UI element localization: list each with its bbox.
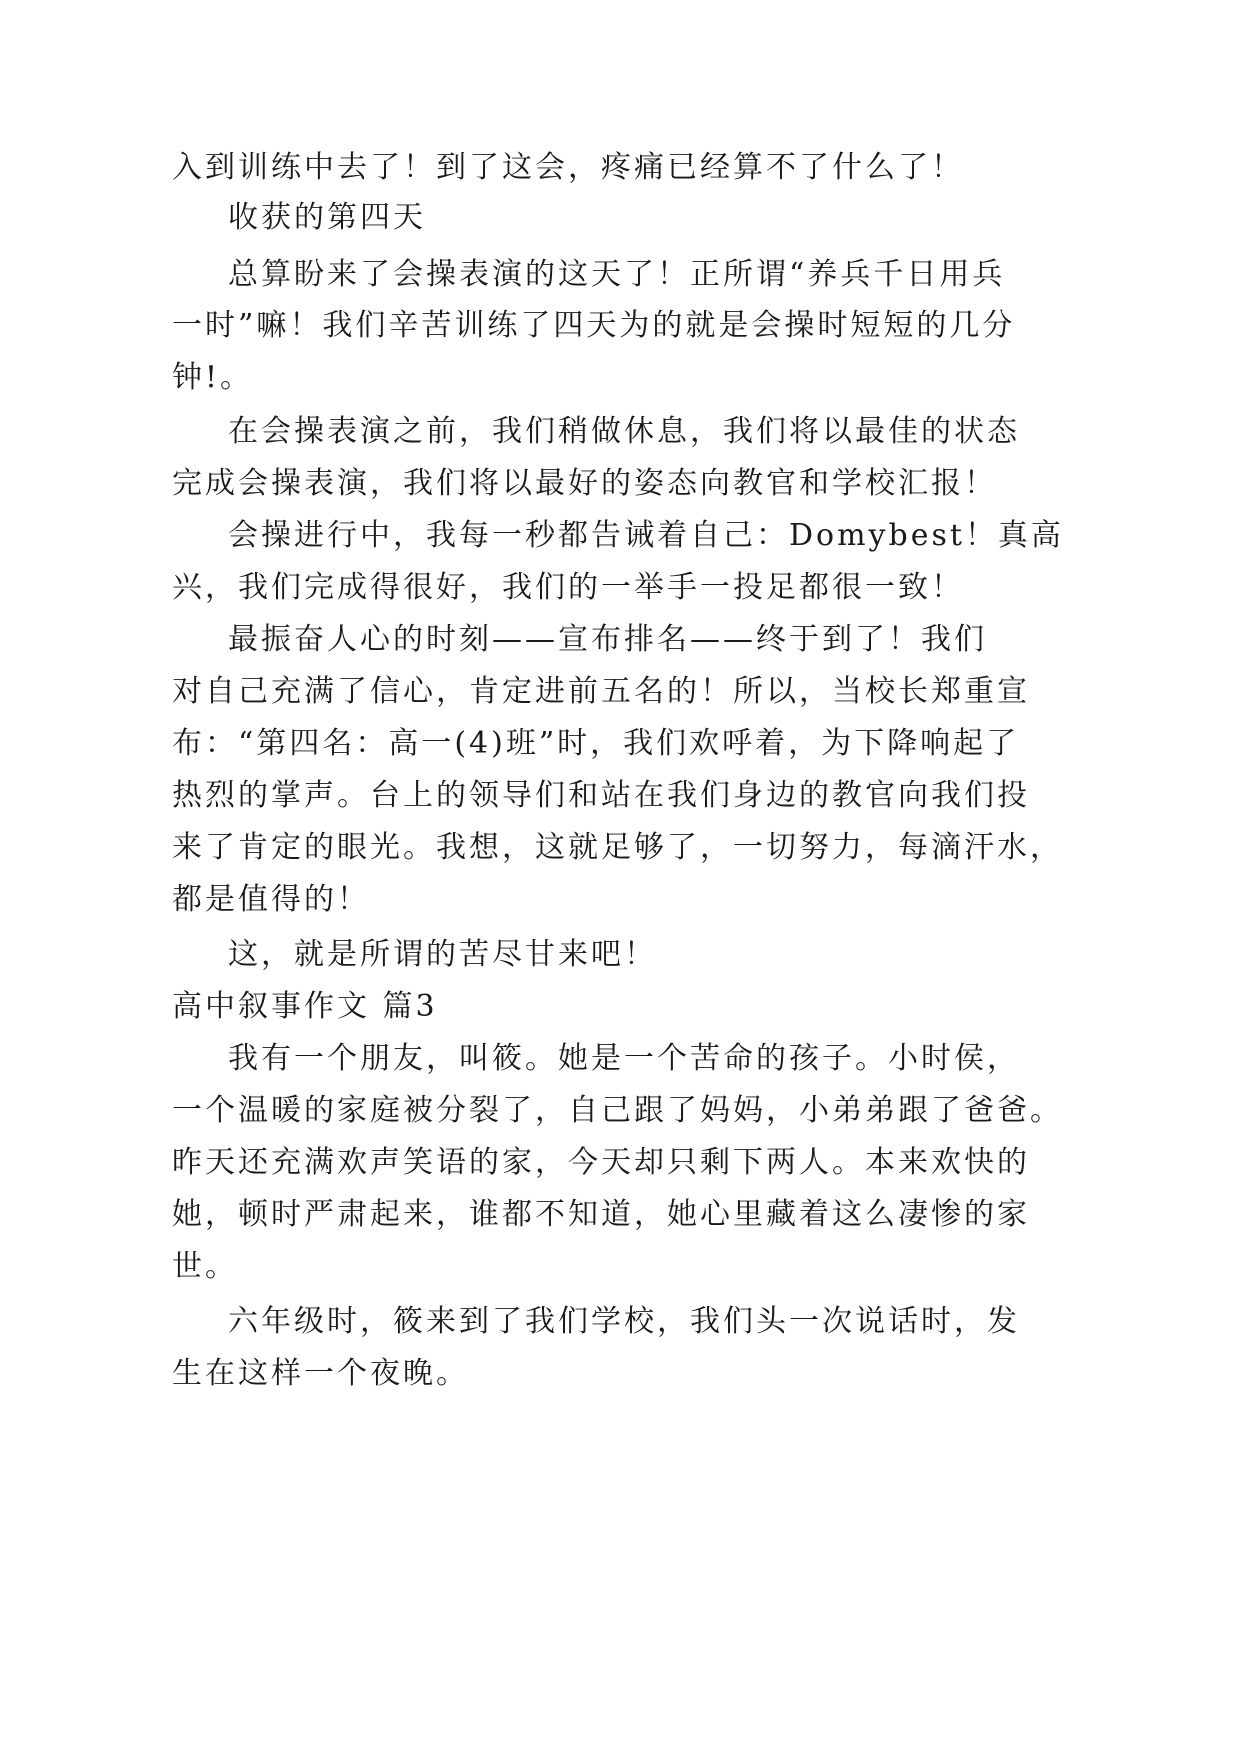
text-line: 她，顿时严肃起来，谁都不知道，她心里藏着这么凄惨的家 [172,1197,1030,1232]
text-line: 这，就是所谓的苦尽甘来吧！ [228,937,657,972]
text-line: 生在这样一个夜晚。 [172,1356,469,1391]
text-line: 都是值得的！ [172,882,370,917]
text-line: 在会操表演之前，我们稍做休息，我们将以最佳的状态 [228,414,1020,449]
text-line: 世。 [172,1249,238,1284]
text-line: 来了肯定的眼光。我想，这就足够了，一切努力，每滴汗水， [172,830,1063,865]
text-line: 对自己充满了信心，肯定进前五名的！所以，当校长郑重宣 [172,674,1030,709]
text-line: 入到训练中去了！到了这会，疼痛已经算不了什么了！ [172,150,964,185]
text-line: 布：“第四名：高一(4)班”时，我们欢呼着，为下降响起了 [172,726,1020,761]
text-line: 最振奋人心的时刻——宣布排名——终于到了！我们 [228,622,987,657]
text-line: 总算盼来了会操表演的这天了！正所谓“养兵千日用兵 [228,257,1006,292]
text-line: 我有一个朋友，叫筱。她是一个苦命的孩子。小时侯， [228,1041,1020,1076]
text-line: 热烈的掌声。台上的领导们和站在我们身边的教官向我们投 [172,778,1030,813]
text-line: 兴，我们完成得很好，我们的一举手一投足都很一致！ [172,570,964,605]
article-heading: 高中叙事作文 篇3 [172,989,438,1024]
text-line: 一时”嘛！我们辛苦训练了四天为的就是会操时短短的几分 [172,308,1016,343]
text-line: 钟!。 [172,360,254,395]
text-line: 完成会操表演，我们将以最好的姿态向教官和学校汇报！ [172,466,997,501]
text-line: 会操进行中，我每一秒都告诫着自己：Domybest！真高 [228,518,1064,553]
text-line: 昨天还充满欢声笑语的家，今天却只剩下两人。本来欢快的 [172,1145,1030,1180]
text-line: 一个温暖的家庭被分裂了，自己跟了妈妈，小弟弟跟了爸爸。 [172,1093,1063,1128]
text-line: 六年级时，筱来到了我们学校，我们头一次说话时，发 [228,1304,1020,1339]
section-heading: 收获的第四天 [228,200,426,235]
